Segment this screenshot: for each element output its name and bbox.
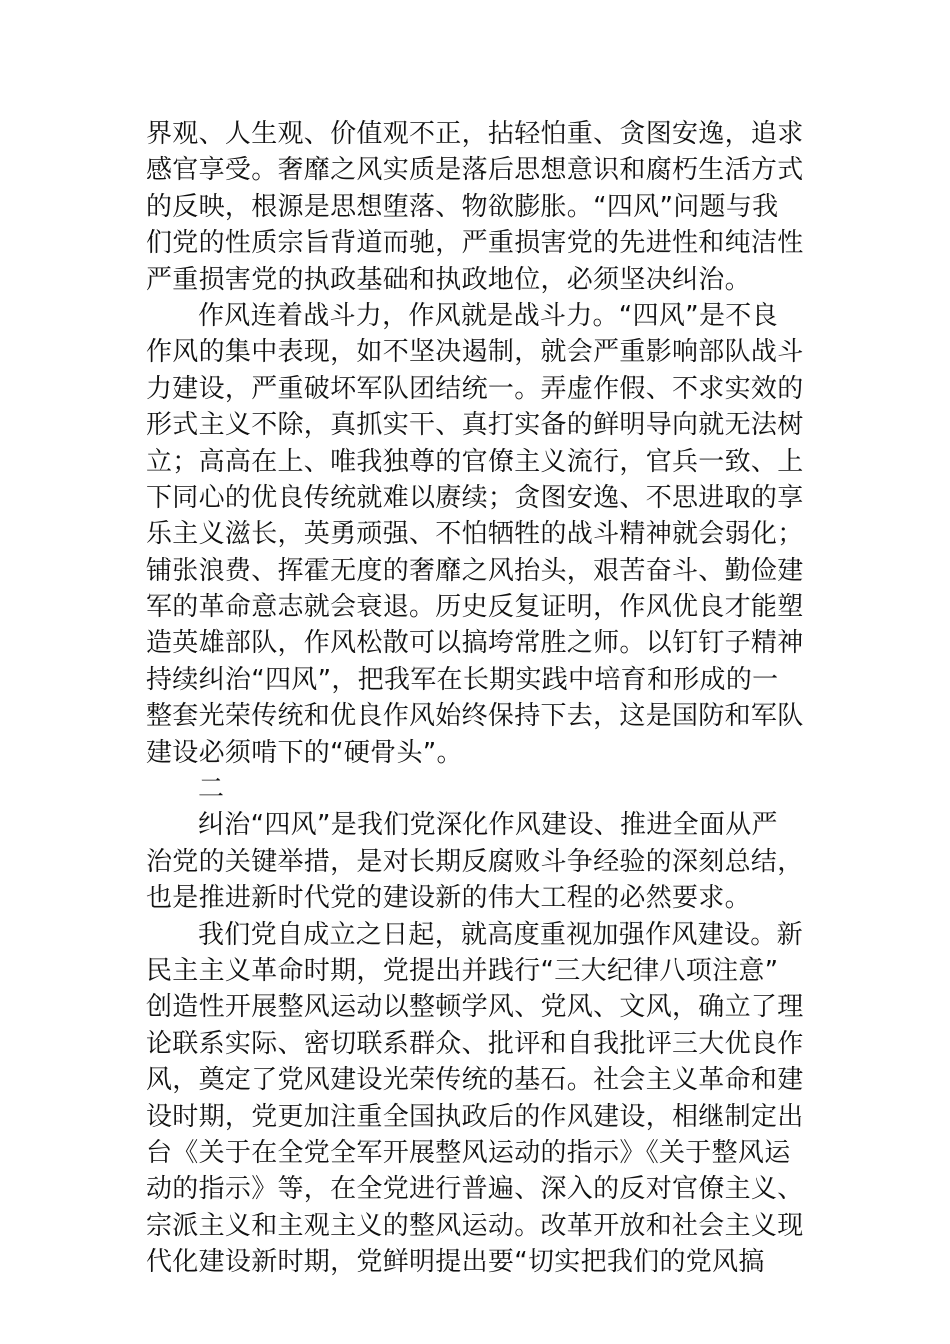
- text-line: 的反映，根源是思想堕落、物欲膨胀。“四风”问题与我: [146, 191, 779, 222]
- text-line: 我们党自成立之日起，就高度重视加强作风建设。新: [198, 919, 803, 950]
- text-line: 民主主义革命时期，党提出并践行“三大纪律八项注意”: [146, 955, 779, 986]
- text-line: 立；高高在上、唯我独尊的官僚主义流行，官兵一致、上: [146, 446, 804, 477]
- text-line: 持续纠治“四风”，把我军在长期实践中培育和形成的一: [146, 664, 779, 695]
- text-line: 宗派主义和主观主义的整风运动。改革开放和社会主义现: [146, 1210, 804, 1241]
- text-line: 风，奠定了党风建设光荣传统的基石。社会主义革命和建: [146, 1065, 804, 1096]
- text-line: 严重损害党的执政基础和执政地位，必须坚决纠治。: [146, 264, 751, 295]
- text-line: 界观、人生观、价值观不正，拈轻怕重、贪图安逸，追求: [146, 119, 804, 149]
- text-line: 代化建设新时期，党鲜明提出要“切实把我们的党风搞: [146, 1247, 765, 1278]
- text-line: 二: [198, 774, 225, 805]
- text-line: 造英雄部队，作风松散可以搞垮常胜之师。以钉钉子精神: [146, 628, 804, 659]
- text-line: 作风的集中表现，如不坚决遏制，就会严重影响部队战斗: [146, 337, 804, 368]
- text-line: 也是推进新时代党的建设新的伟大工程的必然要求。: [146, 883, 751, 914]
- text-line: 力建设，严重破坏军队团结统一。弄虚作假、不求实效的: [146, 373, 804, 404]
- text-line: 设时期，党更加注重全国执政后的作风建设，相继制定出: [146, 1101, 804, 1132]
- text-line: 作风连着战斗力，作风就是战斗力。“四风”是不良: [198, 300, 778, 331]
- text-line: 论联系实际、密切联系群众、批评和自我批评三大优良作: [146, 1028, 804, 1059]
- text-line: 下同心的优良传统就难以赓续；贪图安逸、不思进取的享: [146, 482, 804, 513]
- text-line: 感官享受。奢靡之风实质是落后思想意识和腐朽生活方式: [146, 155, 804, 186]
- text-line: 台《关于在全党全军开展整风运动的指示》《关于整风运: [146, 1137, 791, 1168]
- text-line: 治党的关键举措，是对长期反腐败斗争经验的深刻总结，: [146, 846, 804, 877]
- text-line: 建设必须啃下的“硬骨头”。: [146, 737, 463, 768]
- text-line: 们党的性质宗旨背道而驰，严重损害党的先进性和纯洁性: [146, 228, 804, 259]
- text-line: 铺张浪费、挥霍无度的奢靡之风抬头，艰苦奋斗、勤俭建: [146, 555, 804, 586]
- text-line: 纠治“四风”是我们党深化作风建设、推进全面从严: [198, 810, 778, 841]
- text-line: 军的革命意志就会衰退。历史反复证明，作风优良才能塑: [146, 592, 804, 623]
- text-line: 乐主义滋长，英勇顽强、不怕牺牲的战斗精神就会弱化；: [146, 519, 804, 550]
- text-line: 整套光荣传统和优良作风始终保持下去，这是国防和军队: [146, 701, 804, 732]
- body-text: [146, 116, 826, 1281]
- text-line: 创造性开展整风运动以整顿学风、党风、文风，确立了理: [146, 992, 804, 1023]
- text-line: 形式主义不除，真抓实干、真打实备的鲜明导向就无法树: [146, 410, 804, 441]
- text-line: 动的指示》等，在全党进行普遍、深入的反对官僚主义、: [146, 1174, 804, 1205]
